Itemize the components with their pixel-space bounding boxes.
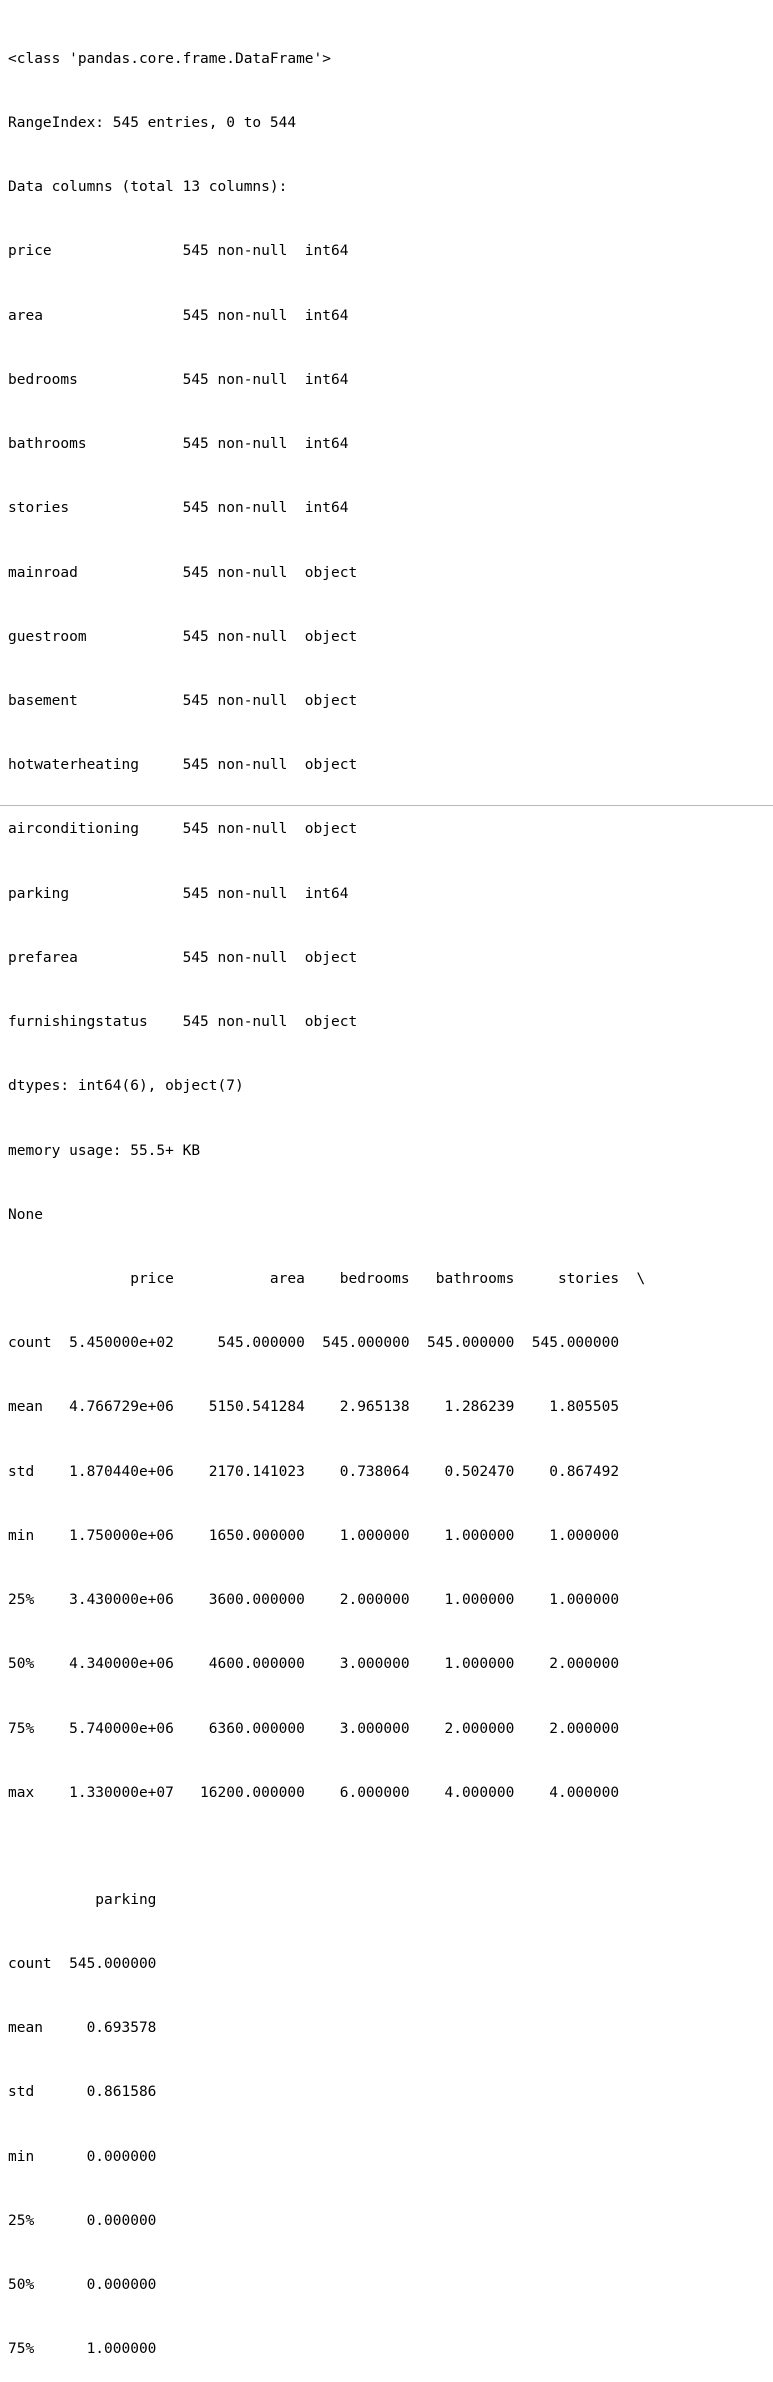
output-line: bedrooms 545 non-null int64 [8, 371, 349, 388]
output-line: parking 545 non-null int64 [8, 885, 349, 902]
output-line: stories 545 non-null int64 [8, 500, 349, 517]
output-line: 25% 3.430000e+06 3600.000000 2.000000 1.000000 1.000000 [8, 1592, 620, 1609]
output-line: 25% 0.000000 [8, 2212, 157, 2229]
output-line: area 545 non-null int64 [8, 307, 349, 324]
output-line: 75% 1.000000 [8, 2341, 157, 2358]
output-line-blank: max 1.330000e+07 16200.000000 6.000000 4.000000 4.000000 [8, 1784, 620, 1801]
output-line: dtypes: int64(6), object(7) [8, 1078, 244, 1095]
output-line: hotwaterheating 545 non-null object [8, 757, 358, 774]
output-line: guestroom 545 non-null object [8, 628, 358, 645]
output-line: RangeIndex: 545 entries, 0 to 544 [8, 115, 297, 132]
output-line: price 545 non-null int64 [8, 243, 349, 260]
horizontal-divider [0, 805, 773, 806]
output-line: 50% 0.000000 [8, 2277, 157, 2294]
output-line: std 0.861586 [8, 2084, 157, 2101]
output-line: price area bedrooms bathrooms stories \ [8, 1270, 646, 1287]
output-line: std 1.870440e+06 2170.141023 0.738064 0.502470 0.867492 [8, 1463, 620, 1480]
output-line: count 545.000000 [8, 1955, 157, 1972]
output-line: 75% 5.740000e+06 6360.000000 3.000000 2.000000 2.000000 [8, 1720, 620, 1737]
output-line: min 1.750000e+06 1650.000000 1.000000 1.000000 1.000000 [8, 1527, 620, 1544]
output-line: basement 545 non-null object [8, 693, 358, 709]
output-line: <class 'pandas.core.frame.DataFrame'> [8, 50, 332, 67]
output-line: furnishingstatus 545 non-null object [8, 1014, 358, 1031]
output-line: None [8, 1206, 43, 1223]
output-line: Data columns (total 13 columns): [8, 179, 288, 196]
output-line: memory usage: 55.5+ KB [8, 1142, 201, 1159]
output-line: mean 4.766729e+06 5150.541284 2.965138 1.286239 1.805505 [8, 1399, 620, 1416]
output-line: 50% 4.340000e+06 4600.000000 3.000000 1.000000 2.000000 [8, 1656, 620, 1673]
output-line: parking [8, 1891, 157, 1908]
output-line: count 5.450000e+02 545.000000 545.000000 545.000000 545.000000 [8, 1335, 620, 1352]
output-line: min 0.000000 [8, 2148, 157, 2165]
output-line: prefarea 545 non-null object [8, 949, 358, 966]
output-line: mean 0.693578 [8, 2020, 157, 2037]
output-line: mainroad 545 non-null object [8, 564, 358, 581]
output-line: bathrooms 545 non-null int64 [8, 436, 349, 453]
output-line: airconditioning 545 non-null object [8, 821, 358, 838]
